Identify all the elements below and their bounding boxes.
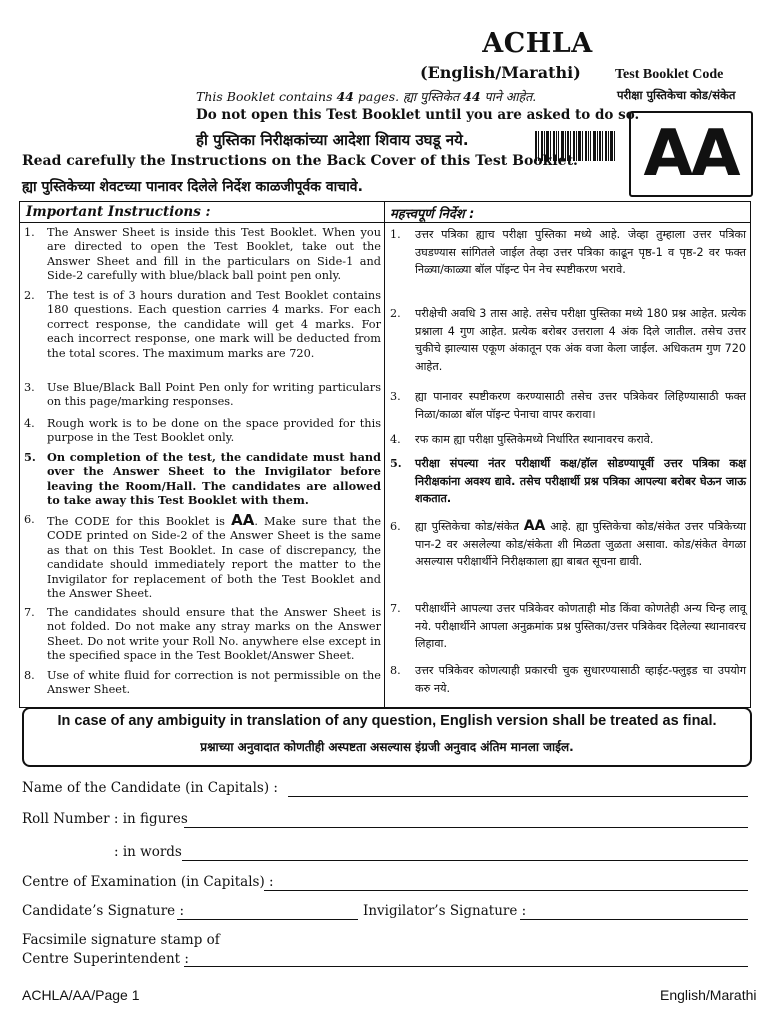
exam-centre-label: Centre of Examination (in Capitals) :: [22, 874, 274, 890]
read-instructions-note: Read carefully the Instructions on the Back Cover of this Test Booklet.: [22, 153, 578, 169]
roll-number-label: Roll Number : in figures: [22, 811, 188, 827]
instruction-item: 7. The candidates should ensure that the Answer Sheet is not folded. Do not make any stray marks on the Answer Sheet. Do not write your Roll No. anywhere else except in the specified space in the Test Booklet/Answer Sheet.: [24, 606, 381, 663]
important-instructions-heading: Important Instructions :: [26, 204, 211, 220]
booklet-title: ACHLA: [482, 28, 593, 59]
instruction-item: 1. The Answer Sheet is inside this Test Booklet. When you are directed to open the Test Booklet, take out the Answer Sheet and fill in the particulars on Side-1 and Side-2 carefully with blue/black ball point pen only.: [24, 226, 381, 283]
exam-centre-field[interactable]: [264, 890, 748, 891]
page-count-marathi: 44: [463, 89, 481, 104]
translation-notice: In case of any ambiguity in translation of any question, English version shall be treated as final.: [57, 713, 717, 729]
page-count-note: This Booklet contains 44 pages. ह्या पुस्तिकेत 44 पाने आहेत.: [196, 89, 537, 104]
booklet-code-label: Test Booklet Code: [615, 67, 724, 82]
do-not-open-notice-marathi: ही पुस्तिका निरीक्षकांच्या आदेशा शिवाय उघडू नये.: [196, 131, 469, 149]
instruction-item-marathi: 6. ह्या पुस्तिकेचा कोड/संकेत AA आहे. ह्या पुस्तिकेचा कोड/संकेत उत्तर पत्रिकेच्या पान-2 वर असलेल्या कोड/संकेता शी मिळता जुळता असावा. कोड/संकेत वेगळा असल्यास परीक्षार्थीने निरीक्षकाला ह्या बाबत सूचना द्यावी.: [390, 518, 746, 569]
instruction-item: 4. Rough work is to be done on the space provided for this purpose in the Test Booklet only.: [24, 417, 381, 445]
facsimile-label-line1: Facsimile signature stamp of: [22, 932, 220, 948]
language-label: (English/Marathi): [420, 63, 581, 82]
candidate-name-label: Name of the Candidate (in Capitals) :: [22, 780, 278, 796]
instruction-item-marathi: 5. परीक्षा संपल्या नंतर परीक्षार्थी कक्ष/हॉल सोडण्यापूर्वी उत्तर पत्रिका कक्ष निरीक्षकांना अवश्य द्यावे. तसेच परीक्षार्थी प्रश्न पत्रिका आपल्या बरोबर घेऊन जाऊ शकतात.: [390, 456, 746, 506]
invigilator-signature-field[interactable]: [520, 919, 748, 920]
superintendent-stamp-field[interactable]: [184, 966, 748, 967]
instruction-item: 8. Use of white fluid for correction is not permissible on the Answer Sheet.: [24, 669, 381, 697]
roll-number-figures-field[interactable]: [184, 827, 748, 828]
booklet-code-box: AA: [629, 111, 753, 197]
roll-number-words-field[interactable]: [182, 860, 748, 861]
facsimile-label-line2: Centre Superintendent :: [22, 951, 189, 967]
translation-notice-marathi: प्रश्नाच्या अनुवादात कोणतीही अस्पष्टता असल्यास इंग्रजी अनुवाद अंतिम मानला जाईल.: [200, 740, 574, 754]
inline-code: AA: [231, 511, 255, 529]
instruction-item: 2. The test is of 3 hours duration and Test Booklet contains 180 questions. Each question carries 4 marks. For each correct response, the candidate will get 4 marks. For each incorrect response, one mark will be deducted from the total scores. The maximum marks are 720.: [24, 289, 381, 360]
candidate-signature-field[interactable]: [177, 919, 358, 920]
instruction-item-marathi: 4. रफ काम ह्या परीक्षा पुस्तिकेमध्ये निर्धारित स्थानावरच करावे.: [390, 433, 654, 446]
invigilator-signature-label: Invigilator’s Signature :: [363, 903, 527, 919]
instruction-item-marathi: 7. परीक्षार्थीने आपल्या उत्तर पत्रिकेवर कोणताही मोड किंवा कोणतेही अन्य चिन्ह लावू नये. परीक्षार्थीने आपला अनुक्रमांक प्रश्न पुस्तिका/उत्तर पत्रिकेवर दिलेल्या स्थानावरच लिहावा.: [390, 602, 746, 651]
instruction-item-marathi: 3. ह्या पानावर स्पष्टीकरण करण्यासाठी तसेच उत्तर पत्रिकेवर लिहिण्यासाठी फक्त निळा/काळा बॉल पॉइन्ट पेनाचा वापर करावा।: [390, 390, 746, 421]
page-footer-right: English/Marathi: [660, 987, 757, 1003]
page-footer-left: ACHLA/AA/Page 1: [22, 987, 140, 1003]
instruction-item: 6. The CODE for this Booklet is AA. Make sure that the CODE printed on Side-2 of the Answer Sheet is the same as that on this Test Booklet. In case of discrepancy, the candidate should immediately report the matter to the Invigilator for replacement of both the Test Booklet and the Answer Sheet.: [24, 511, 382, 601]
instruction-item-marathi: 1. उत्तर पत्रिका ह्याच परीक्षा पुस्तिका मध्ये आहे. जेव्हा तुम्हाला उत्तर पत्रिका उघडण्यास सांगितले जाईल तेव्हा उत्तर पत्रिका काढून पृष्ठ-1 व पृष्ठ-2 वर फक्त निळ्या/काळ्या बॉल पॉइन्ट पेन नेच स्पष्टीकरण भरावे.: [390, 228, 746, 277]
roll-number-words-label: : in words: [114, 844, 182, 860]
page-count: 44: [336, 89, 354, 104]
do-not-open-notice: Do not open this Test Booklet until you are asked to do so.: [196, 107, 640, 123]
instruction-item: 5. On completion of the test, the candidate must hand over the Answer Sheet to the Invigilator before leaving the Room/Hall. The candidates are allowed to take away this Test Booklet with them.: [24, 450, 381, 508]
booklet-code-label-marathi: परीक्षा पुस्तिकेचा कोड/संकेत: [617, 88, 736, 102]
candidate-signature-label: Candidate’s Signature :: [22, 903, 184, 919]
instruction-item-marathi: 2. परीक्षेची अवधि 3 तास आहे. तसेच परीक्षा पुस्तिका मध्ये 180 प्रश्न आहेत. प्रत्येक प्रश्नाला 4 गुण आहेत. प्रत्येक बरोबर उत्तराला 4 अंक दिले जातील. तसेच उत्तर चुकीचे झाल्यास एकूण अंकातून एक अंक वजा केला जाईल. अधिकतम गुण 720 आहेत.: [390, 307, 746, 374]
important-instructions-heading-marathi: महत्त्वपूर्ण निर्देश :: [390, 207, 475, 222]
inline-code-marathi: AA: [523, 518, 546, 534]
instruction-item-marathi: 8. उत्तर पत्रिकेवर कोणत्याही प्रकारची चुक सुधारण्यासाठी व्हाईट-फ्लुइड चा उपयोग करु नये.: [390, 664, 746, 695]
read-instructions-note-marathi: ह्या पुस्तिकेच्या शेवटच्या पानावर दिलेले निर्देश काळजीपूर्वक वाचावे.: [22, 179, 363, 195]
candidate-name-field[interactable]: [288, 796, 748, 797]
instruction-item: 3. Use Blue/Black Ball Point Pen only for writing particulars on this page/marking responses.: [24, 381, 381, 409]
column-divider: [384, 201, 385, 707]
